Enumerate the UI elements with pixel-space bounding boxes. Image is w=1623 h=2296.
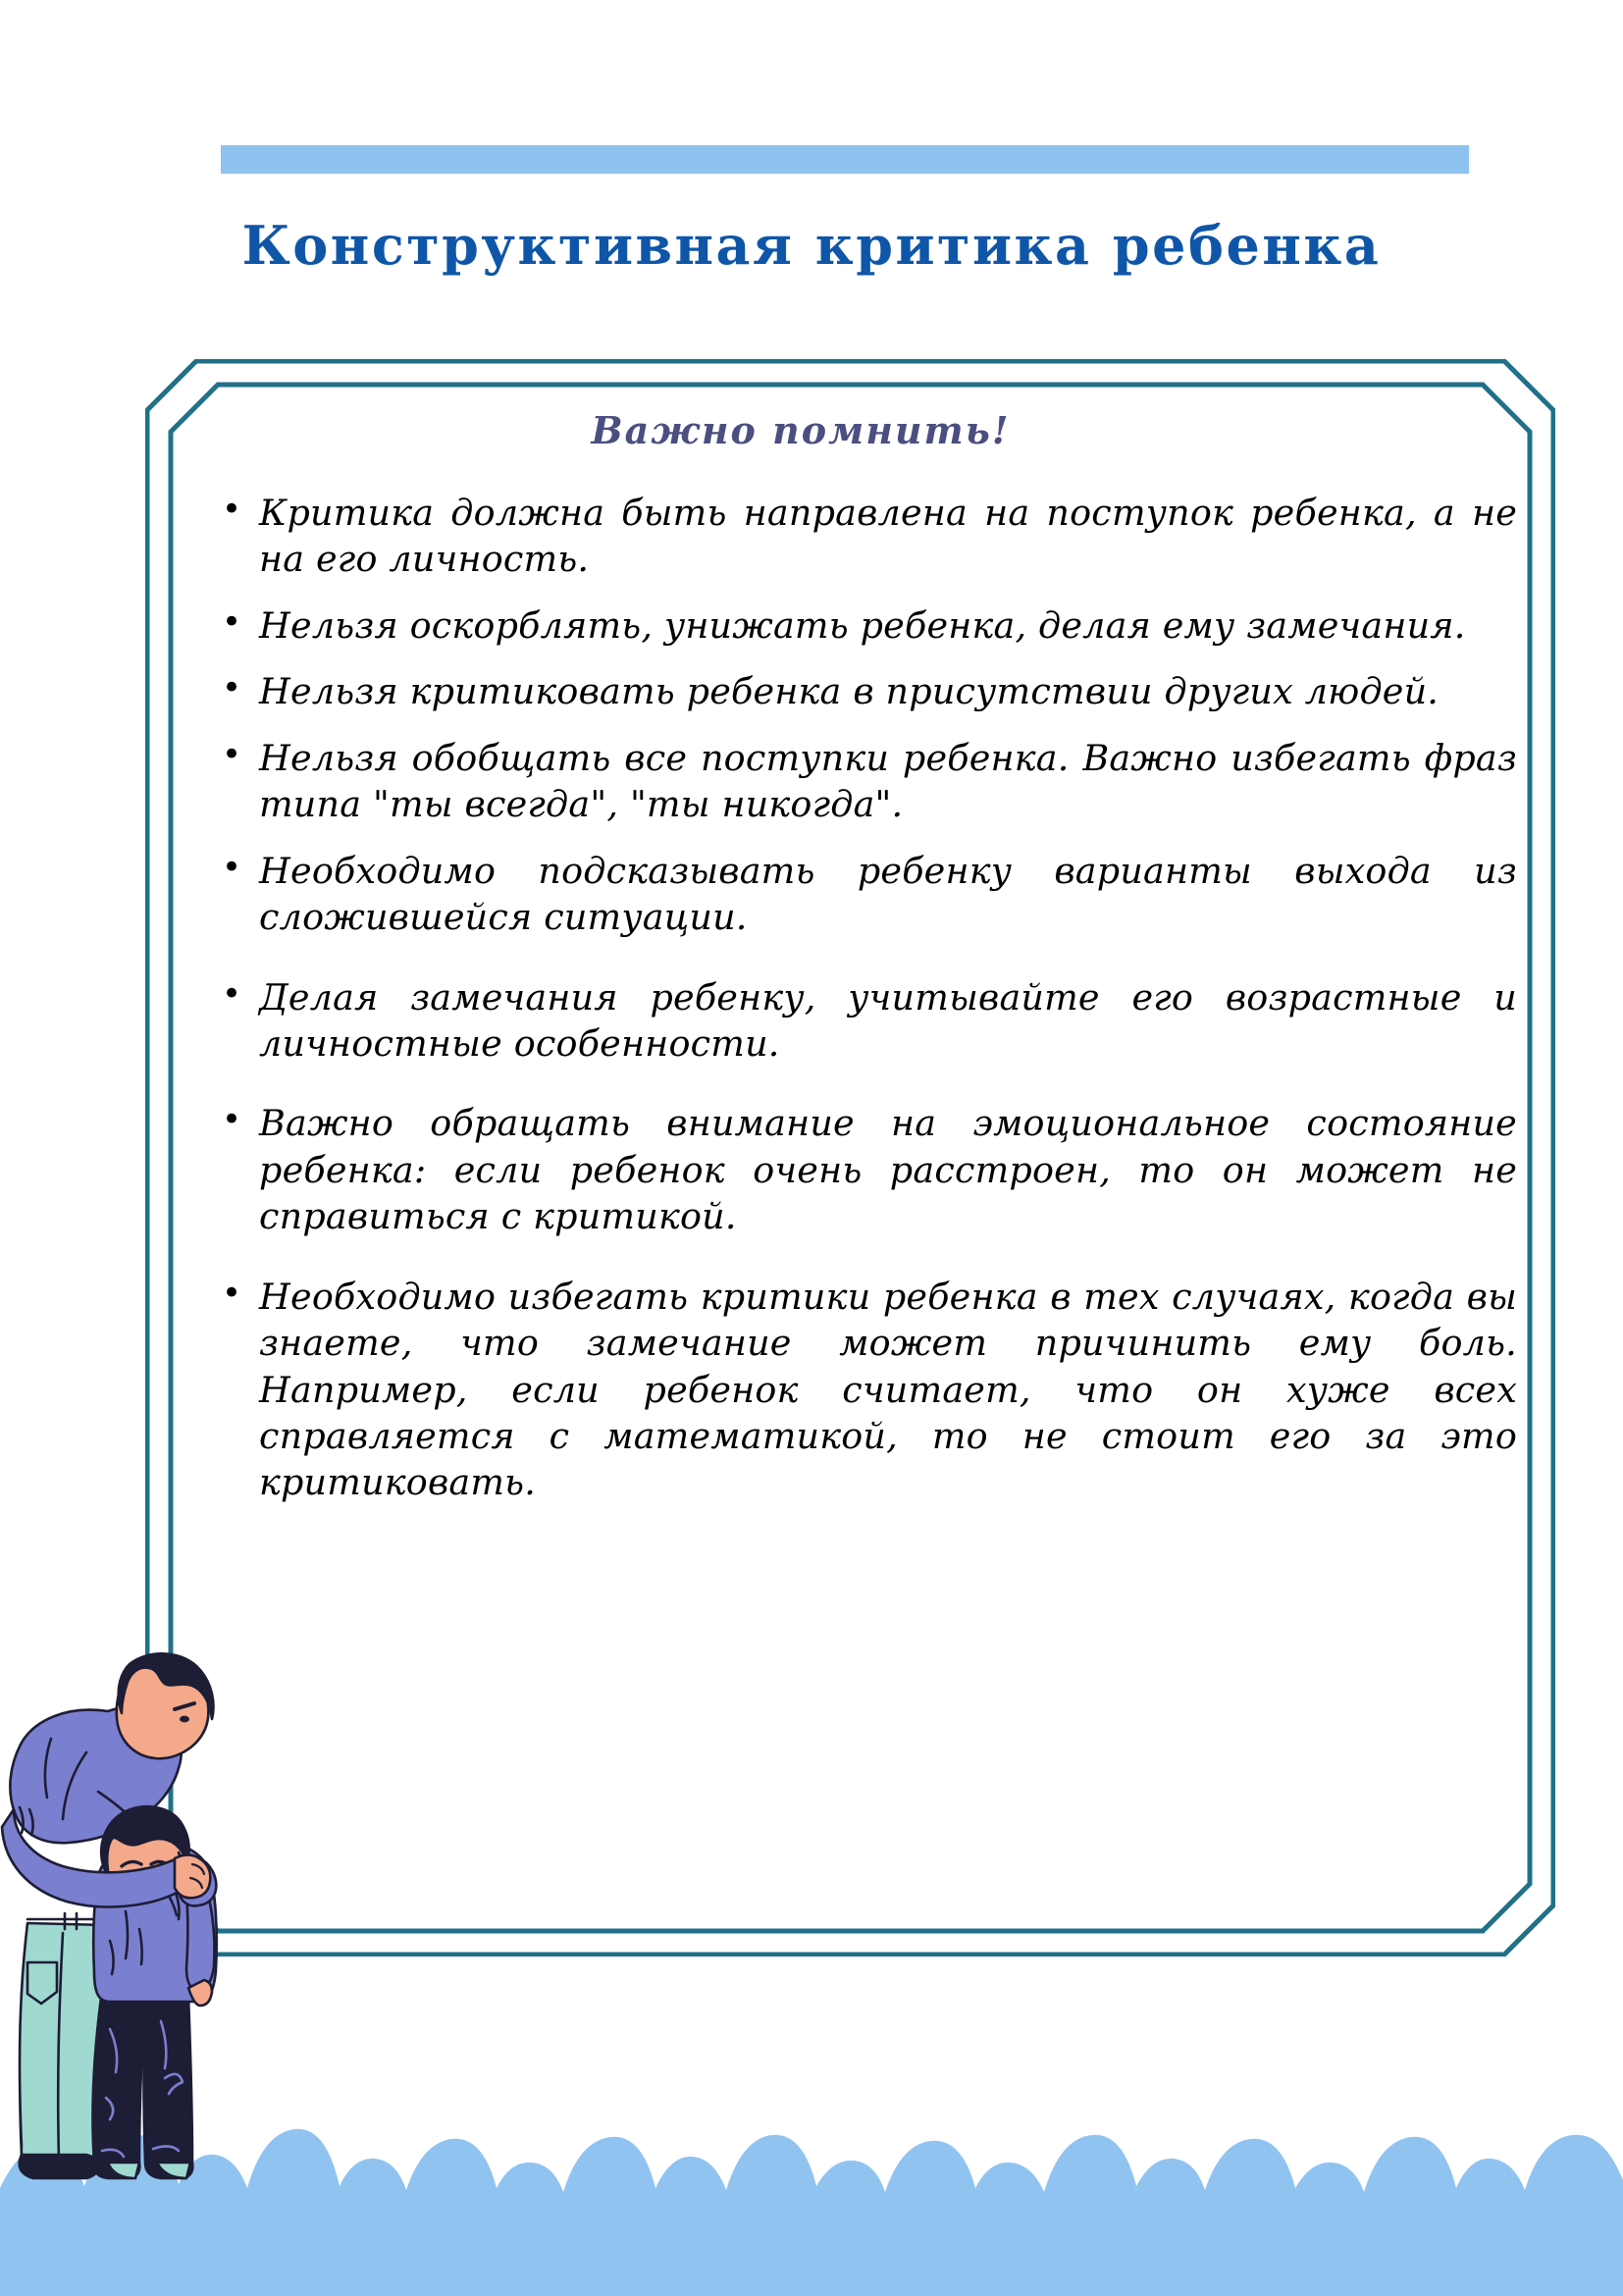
- tips-content: [192, 385, 1527, 1935]
- list-item: • Необходимо подсказывать ребенку варианты выхода из сложившейся ситуации.: [216, 848, 1517, 941]
- list-item: • Важно обращать внимание на эмоциональное состояние ребенка: если ребенок очень расстроен, то он может не справиться с критикой.: [216, 1100, 1517, 1239]
- list-item: • Делая замечания ребенку, учитывайте его возрастные и личностные особенности.: [216, 974, 1517, 1068]
- list-item: • Необходимо избегать критики ребенка в тех случаях, когда вы знаете, что замечание может причинить ему боль. Например, если ребенок считает, что он хуже всех справляется с математикой, то не стоит его за это критиковать.: [216, 1274, 1517, 1506]
- adult-hand: [175, 1854, 210, 1898]
- child-leg-left: [92, 1990, 145, 2178]
- list-item: • Нельзя критиковать ребенка в присутствии других людей.: [216, 668, 1517, 714]
- adult-shoe: [20, 2155, 99, 2178]
- adult-eye: [180, 1716, 189, 1723]
- top-accent-bar: [221, 145, 1469, 174]
- list-item: • Нельзя оскорблять, унижать ребенка, делая ему замечания.: [216, 602, 1517, 649]
- tips-list: [192, 490, 1527, 1506]
- child-leg-right: [144, 1990, 193, 2178]
- parent-hugging-child-illustration: [0, 1617, 326, 2225]
- box-subtitle: Важно помнить!: [591, 408, 1011, 452]
- page-title: Конструктивная критика ребенка: [241, 214, 1382, 277]
- list-item: • Нельзя обобщать все поступки ребенка. Важно избегать фраз типа "ты всегда", "ты никогда".: [216, 735, 1517, 828]
- list-item: • Критика должна быть направлена на поступок ребенка, а не на его личность.: [216, 490, 1517, 583]
